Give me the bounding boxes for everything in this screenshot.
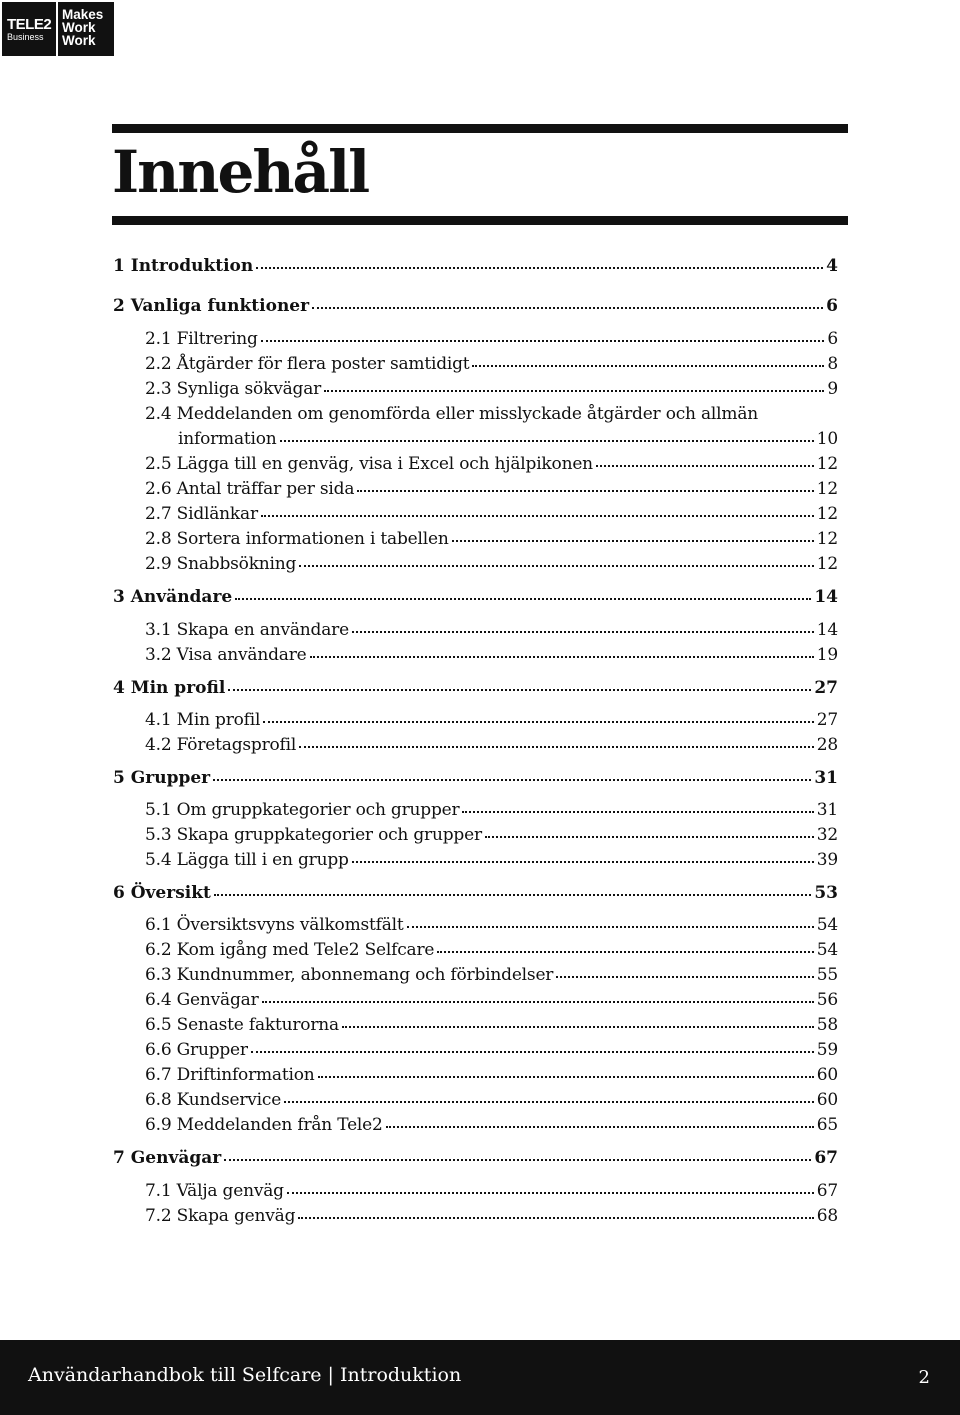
title-rule-bottom bbox=[112, 216, 848, 225]
toc-dot-leader bbox=[318, 1076, 814, 1078]
toc-section-entry[interactable] bbox=[113, 735, 838, 755]
toc-section-entry[interactable] bbox=[113, 825, 838, 845]
toc-entry-page-number: 54 bbox=[816, 940, 838, 960]
toc-entry-page-number: 27 bbox=[816, 710, 838, 730]
toc-entry-page-number: 31 bbox=[814, 768, 838, 788]
toc-section-entry[interactable] bbox=[113, 620, 838, 640]
toc-chapter-entry[interactable] bbox=[113, 678, 838, 698]
toc-section-entry[interactable] bbox=[113, 504, 838, 524]
toc-dot-leader bbox=[437, 951, 813, 953]
toc-entry-page-number: 10 bbox=[816, 429, 838, 449]
toc-entry-page-number: 65 bbox=[816, 1115, 838, 1135]
page-title: Innehåll bbox=[112, 138, 369, 206]
toc-dot-leader bbox=[352, 861, 814, 863]
toc-entry-label: 6.4 Genvägar bbox=[145, 990, 259, 1010]
toc-entry-label: 6.9 Meddelanden från Tele2 bbox=[145, 1115, 383, 1135]
toc-dot-leader bbox=[214, 894, 811, 896]
toc-entry-page-number: 55 bbox=[816, 965, 838, 985]
toc-entry-page-number: 53 bbox=[814, 883, 838, 903]
toc-section-entry[interactable] bbox=[113, 990, 838, 1010]
toc-entry-page-number: 67 bbox=[816, 1181, 838, 1201]
toc-dot-leader bbox=[262, 1001, 814, 1003]
logo-brand: TELE2 bbox=[7, 15, 52, 33]
toc-section-entry[interactable] bbox=[113, 329, 838, 349]
toc-entry-page-number: 60 bbox=[816, 1065, 838, 1085]
toc-entry-page-number: 12 bbox=[816, 454, 838, 474]
toc-dot-leader bbox=[310, 656, 814, 658]
title-rule-top bbox=[112, 124, 848, 133]
toc-chapter-entry[interactable] bbox=[113, 256, 838, 276]
toc-dot-leader bbox=[298, 1217, 814, 1219]
toc-entry-page-number: 8 bbox=[827, 354, 838, 374]
toc-entry-label: 6 Översikt bbox=[113, 883, 211, 903]
toc-entry-page-number: 59 bbox=[816, 1040, 838, 1060]
toc-chapter-entry[interactable] bbox=[113, 768, 838, 788]
toc-dot-leader bbox=[452, 540, 814, 542]
toc-section-entry[interactable] bbox=[113, 1206, 838, 1226]
toc-entry-page-number: 6 bbox=[827, 329, 838, 349]
toc-entry-page-number: 6 bbox=[826, 296, 838, 316]
toc-entry-label: 6.1 Översiktsvyns välkomstfält bbox=[145, 915, 404, 935]
toc-dot-leader bbox=[342, 1026, 814, 1028]
toc-entry-page-number: 39 bbox=[816, 850, 838, 870]
toc-entry-label: 2 Vanliga funktioner bbox=[113, 296, 310, 316]
toc-entry-page-number: 31 bbox=[816, 800, 838, 820]
toc-dot-leader bbox=[485, 836, 814, 838]
toc-section-entry[interactable] bbox=[113, 404, 838, 424]
toc-entry-label: 5.4 Lägga till i en grupp bbox=[145, 850, 349, 870]
toc-entry-label: information bbox=[178, 429, 277, 449]
toc-entry-label: 1 Introduktion bbox=[113, 256, 254, 276]
logo-tagline-line: Work bbox=[62, 20, 96, 35]
toc-entry-label: 3.2 Visa användare bbox=[145, 645, 307, 665]
toc-section-entry[interactable] bbox=[113, 1181, 838, 1201]
toc-dot-leader bbox=[235, 598, 811, 600]
toc-entry-label: 2.2 Åtgärder för flera poster samtidigt bbox=[145, 354, 470, 374]
toc-entry-page-number: 58 bbox=[816, 1015, 838, 1035]
toc-section-entry[interactable] bbox=[113, 915, 838, 935]
toc-section-entry[interactable] bbox=[113, 645, 838, 665]
toc-section-entry[interactable] bbox=[113, 529, 838, 549]
toc-entry-label: 4.1 Min profil bbox=[145, 710, 261, 730]
toc-dot-leader bbox=[596, 465, 814, 467]
toc-entry-page-number: 32 bbox=[816, 825, 838, 845]
toc-entry-label: 2.8 Sortera informationen i tabellen bbox=[145, 529, 449, 549]
toc-entry-page-number: 68 bbox=[816, 1206, 838, 1226]
toc-entry-page-number: 12 bbox=[816, 554, 838, 574]
toc-entry-label: 6.3 Kundnummer, abonnemang och förbindelser bbox=[145, 965, 554, 985]
toc-entry-page-number: 67 bbox=[814, 1148, 838, 1168]
toc-dot-leader bbox=[284, 1101, 814, 1103]
toc-section-entry[interactable] bbox=[113, 429, 838, 449]
toc-section-entry[interactable] bbox=[113, 1065, 838, 1085]
toc-section-entry[interactable] bbox=[113, 850, 838, 870]
toc-section-entry[interactable] bbox=[113, 1090, 838, 1110]
toc-entry-label: 2.3 Synliga sökvägar bbox=[145, 379, 322, 399]
toc-entry-page-number: 14 bbox=[814, 587, 838, 607]
toc-dot-leader bbox=[213, 779, 811, 781]
toc-entry-label: 7.1 Välja genväg bbox=[145, 1181, 284, 1201]
toc-dot-leader bbox=[228, 689, 811, 691]
toc-entry-label: 6.7 Driftinformation bbox=[145, 1065, 315, 1085]
toc-section-entry[interactable] bbox=[113, 454, 838, 474]
toc-section-entry[interactable] bbox=[113, 479, 838, 499]
toc-entry-label: 2.9 Snabbsökning bbox=[145, 554, 297, 574]
toc-dot-leader bbox=[386, 1126, 814, 1128]
toc-entry-label: 6.8 Kundservice bbox=[145, 1090, 282, 1110]
toc-dot-leader bbox=[280, 440, 814, 442]
toc-dot-leader bbox=[324, 390, 824, 392]
toc-dot-leader bbox=[261, 515, 814, 517]
toc-section-entry[interactable] bbox=[113, 1115, 838, 1135]
toc-entry-page-number: 9 bbox=[827, 379, 838, 399]
page-footer bbox=[0, 1340, 960, 1415]
toc-dot-leader bbox=[472, 365, 824, 367]
toc-dot-leader bbox=[299, 746, 814, 748]
logo-tagline-line: Makes bbox=[62, 7, 104, 22]
toc-section-entry[interactable] bbox=[113, 965, 838, 985]
logo-tagline bbox=[58, 2, 114, 56]
toc-entry-label: 5 Grupper bbox=[113, 768, 211, 788]
toc-entry-label: 6.2 Kom igång med Tele2 Selfcare bbox=[145, 940, 435, 960]
toc-dot-leader bbox=[299, 565, 814, 567]
toc-entry-page-number: 14 bbox=[816, 620, 838, 640]
toc-entry-page-number: 12 bbox=[816, 529, 838, 549]
toc-dot-leader bbox=[312, 307, 823, 309]
toc-entry-page-number: 12 bbox=[816, 479, 838, 499]
toc-entry-label: 4 Min profil bbox=[113, 678, 226, 698]
toc-dot-leader bbox=[407, 926, 814, 928]
toc-entry-page-number: 60 bbox=[816, 1090, 838, 1110]
toc-entry-page-number: 27 bbox=[814, 678, 838, 698]
toc-entry-page-number: 56 bbox=[816, 990, 838, 1010]
toc-dot-leader bbox=[462, 811, 813, 813]
toc-section-entry[interactable] bbox=[113, 1015, 838, 1035]
toc-entry-label: 7 Genvägar bbox=[113, 1148, 222, 1168]
toc-dot-leader bbox=[261, 340, 825, 342]
toc-entry-label: 5.1 Om gruppkategorier och grupper bbox=[145, 800, 460, 820]
toc-dot-leader bbox=[352, 631, 814, 633]
toc-dot-leader bbox=[287, 1192, 814, 1194]
toc-entry-page-number: 19 bbox=[816, 645, 838, 665]
toc-chapter-entry[interactable] bbox=[113, 1148, 838, 1168]
toc-entry-label: 2.5 Lägga till en genväg, visa i Excel och hjälpikonen bbox=[145, 454, 593, 474]
toc-section-entry[interactable] bbox=[113, 940, 838, 960]
toc-entry-page-number: 54 bbox=[816, 915, 838, 935]
logo-sub: Business bbox=[7, 31, 44, 42]
toc-section-entry[interactable] bbox=[113, 554, 838, 574]
toc-dot-leader bbox=[556, 976, 814, 978]
toc-section-entry[interactable] bbox=[113, 1040, 838, 1060]
tele2-business-logo bbox=[2, 2, 114, 56]
footer-title: Användarhandbok till Selfcare | Introduktion bbox=[28, 1364, 462, 1386]
toc-entry-label: 3 Användare bbox=[113, 587, 233, 607]
toc-section-entry[interactable] bbox=[113, 710, 838, 730]
toc-chapter-entry[interactable] bbox=[113, 296, 838, 316]
toc-section-entry[interactable] bbox=[113, 800, 838, 820]
toc-entry-page-number: 4 bbox=[826, 256, 838, 276]
toc-entry-label: 5.3 Skapa gruppkategorier och grupper bbox=[145, 825, 482, 845]
toc-dot-leader bbox=[256, 267, 823, 269]
toc-chapter-entry[interactable] bbox=[113, 883, 838, 903]
toc-entry-label: 2.7 Sidlänkar bbox=[145, 504, 258, 524]
toc-entry-label: 2.4 Meddelanden om genomförda eller misslyckade åtgärder och allmän bbox=[145, 404, 759, 424]
logo-tagline-line: Work bbox=[62, 33, 96, 48]
toc-entry-label: 6.6 Grupper bbox=[145, 1040, 248, 1060]
footer-page-number: 2 bbox=[918, 1367, 930, 1388]
toc-section-entry[interactable] bbox=[113, 354, 838, 374]
toc-entry-page-number: 12 bbox=[816, 504, 838, 524]
toc-dot-leader bbox=[263, 721, 814, 723]
toc-dot-leader bbox=[357, 490, 813, 492]
toc-entry-label: 2.6 Antal träffar per sida bbox=[145, 479, 355, 499]
toc-section-entry[interactable] bbox=[113, 379, 838, 399]
tele2-logo-mark bbox=[2, 2, 56, 56]
toc-dot-leader bbox=[224, 1159, 811, 1161]
toc-chapter-entry[interactable] bbox=[113, 587, 838, 607]
toc-entry-label: 4.2 Företagsprofil bbox=[145, 735, 297, 755]
toc-dot-leader bbox=[251, 1051, 814, 1053]
toc-entry-label: 7.2 Skapa genväg bbox=[145, 1206, 296, 1226]
toc-entry-page-number: 28 bbox=[816, 735, 838, 755]
toc-entry-label: 6.5 Senaste fakturorna bbox=[145, 1015, 339, 1035]
toc-entry-label: 3.1 Skapa en användare bbox=[145, 620, 349, 640]
toc-entry-label: 2.1 Filtrering bbox=[145, 329, 258, 349]
